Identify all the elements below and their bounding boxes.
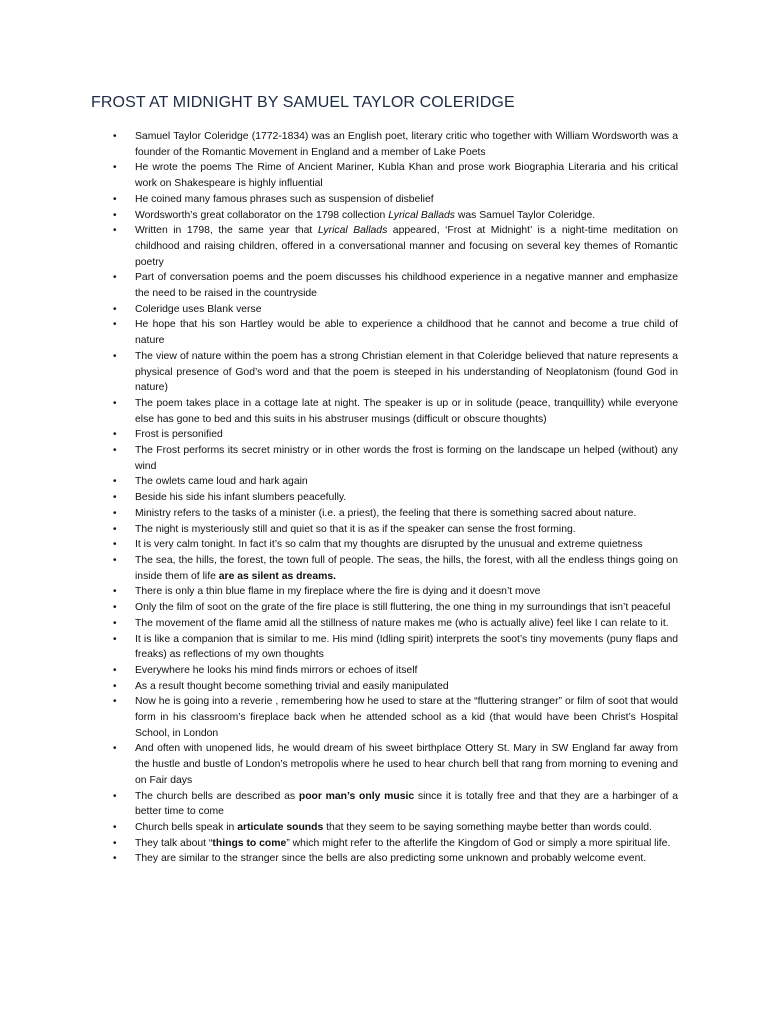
bullet-icon: • [113, 131, 117, 142]
text-segment: He wrote the poems The Rime of Ancient Mariner, Kubla Khan and prose work Biographia Literaria and his critical work on Shakespeare is highly influential [135, 162, 678, 190]
text-segment: since it is totally free and that they are a harbinger of a better time to come [135, 790, 679, 818]
list-item [92, 584, 678, 600]
list-item-text [135, 272, 678, 299]
bullet-icon: • [113, 429, 117, 441]
list-item [92, 632, 678, 663]
bullet-icon: • [113, 272, 117, 284]
list-item [92, 160, 678, 191]
text-segment: The church bells are described as [135, 790, 299, 802]
text-segment: The sea, the hills, the forest, the town full of people. The seas, the hills, the forest, with all the endless things going on inside them of life [135, 554, 678, 582]
bullet-icon: • [113, 445, 117, 457]
text-segment: was Samuel Taylor Coleridge. [455, 209, 596, 221]
text-segment: They are similar to the stranger since the bells are also predicting some unknown and probably welcome event. [135, 853, 647, 865]
bullet-icon: • [113, 193, 117, 205]
list-item-text [135, 853, 646, 864]
text-segment: It is very calm tonight. In fact it’s so calm that my thoughts are disrupted by the unusual and extreme quietness [135, 539, 643, 551]
bullet-icon: • [113, 554, 117, 566]
list-item [92, 349, 678, 396]
bullet-icon: • [113, 680, 117, 692]
text-segment: The poem takes place in a cottage late at night. The speaker is up or in solitude (peace, tranquillity) while everyone else has gone to bed and this suits in his abstruser musings (difficult or obscure thoughts) [135, 397, 678, 425]
text-segment: Written in 1798, the same year that [135, 225, 318, 237]
bullet-icon: • [113, 397, 117, 409]
list-item-text [135, 131, 678, 158]
text-segment: Everywhere he looks his mind finds mirrors or echoes of itself [135, 664, 418, 676]
list-item-text [135, 304, 261, 315]
bullet-icon: • [113, 837, 117, 849]
bold-phrase: are as silent as dreams. [218, 570, 337, 582]
list-item-text [135, 492, 346, 503]
list-item-text [135, 822, 652, 833]
list-item [92, 490, 678, 506]
list-item-text [135, 696, 678, 738]
text-segment: Coleridge uses Blank verse [135, 303, 262, 315]
list-item [92, 443, 678, 474]
list-item [92, 741, 678, 788]
text-segment: The movement of the flame amid all the stillness of nature makes me (who is actually alive) feel like I can relate to it. [135, 617, 669, 629]
list-item [92, 270, 678, 301]
list-item [92, 600, 678, 616]
bullet-icon: • [113, 696, 117, 708]
list-item-text [135, 225, 678, 267]
bullet-icon: • [113, 523, 117, 535]
list-item [92, 192, 678, 208]
list-item-text [135, 634, 678, 661]
list-item [92, 317, 678, 348]
text-segment: Beside his side his infant slumbers peacefully. [135, 492, 347, 504]
list-item-text [135, 351, 678, 393]
list-item-text [135, 524, 576, 535]
text-segment: The owlets came loud and hark again [135, 476, 308, 488]
bullet-icon: • [113, 303, 117, 315]
bold-phrase: things to come [212, 837, 287, 849]
text-segment: Church bells speak in [135, 821, 238, 833]
text-segment: Ministry refers to the tasks of a minister (i.e. a priest), the feeling that there is something sacred about nature. [135, 507, 637, 519]
bullet-icon: • [113, 162, 117, 174]
list-item [92, 396, 678, 427]
list-item [92, 129, 678, 160]
list-item-text [135, 681, 449, 692]
list-item-text [135, 618, 669, 629]
list-item [92, 208, 678, 224]
bullet-icon: • [113, 617, 117, 629]
list-item [92, 537, 678, 553]
list-item-text [135, 791, 678, 818]
list-item [92, 694, 678, 741]
bullet-icon: • [113, 743, 117, 755]
text-segment: The Frost performs its secret ministry or in other words the frost is forming on the landscape un helped (without) any wind [135, 445, 678, 472]
text-segment: He hope that his son Hartley would be able to experience a childhood that he cannot and become a true child of nature [135, 319, 678, 347]
list-item-text [135, 194, 434, 205]
list-item-text [135, 539, 642, 550]
text-segment: And often with unopened lids, he would dream of his sweet birthplace Ottery St. Mary in SW England far away from the hustle and bustle of London’s metropolis where he used to hear church bell that rang from morning to evening and on Fair days [135, 743, 678, 786]
list-item-text [135, 319, 678, 346]
text-segment: There is only a thin blue flame in my fireplace where the fire is dying and it doesn’t move [135, 586, 541, 598]
text-segment: Wordsworth’s great collaborator on the 1798 collection [135, 209, 389, 221]
bold-phrase: poor man’s only music [298, 790, 415, 802]
list-item-text [135, 445, 678, 472]
list-item [92, 789, 678, 820]
list-item [92, 679, 678, 695]
list-item-text [135, 162, 678, 189]
text-segment: The night is mysteriously still and quiet so that it is as if the speaker can sense the frost forming. [135, 523, 576, 535]
bullet-icon: • [113, 539, 117, 551]
list-item-text [135, 665, 417, 676]
list-item [92, 851, 678, 867]
list-item-text [135, 210, 595, 221]
list-item-text [135, 586, 540, 597]
list-item-text [135, 398, 678, 425]
bullet-icon: • [113, 633, 117, 645]
list-item-text [135, 555, 678, 582]
text-segment: Now he is going into a reverie , remembering how he used to stare at the “fluttering stranger” or film of soot that would form in his classroom’s fireplace back when he attended school as a kid (that would have been Christ’s Hospital School, in London [135, 696, 678, 739]
list-item-text [135, 508, 636, 519]
list-item [92, 820, 678, 836]
text-segment: that they seem to be saying something maybe better than words could. [323, 821, 652, 833]
bullet-icon: • [113, 350, 117, 362]
list-item-text [135, 838, 670, 849]
text-segment: Samuel Taylor Coleridge (1772-1834) was an English poet, literary critic who together with William Wordsworth was a founder of the Romantic Movement in England and a member of Lake Poets [135, 131, 678, 158]
italic-title: Lyrical Ballads [317, 225, 388, 237]
bullet-icon: • [113, 586, 117, 598]
text-segment: As a result thought become something trivial and easily manipulated [135, 680, 449, 692]
bullet-list [92, 129, 678, 867]
italic-title: Lyrical Ballads [388, 209, 455, 221]
bullet-icon: • [113, 507, 117, 519]
list-item [92, 302, 678, 318]
text-segment: Part of conversation poems and the poem discusses his childhood experience in a negative manner and emphasize the need to be raised in the countryside [135, 272, 678, 300]
bullet-icon: • [113, 476, 117, 488]
list-item-text [135, 476, 308, 487]
bullet-icon: • [113, 319, 117, 331]
list-item-text [135, 602, 670, 613]
list-item [92, 663, 678, 679]
text-segment: It is like a companion that is similar to me. His mind (Idling spirit) interprets the soot’s tiny movements (puny flaps and freaks) as reflections of my own thoughts [135, 633, 678, 661]
list-item [92, 616, 678, 632]
text-segment: The view of nature within the poem has a strong Christian element in that Coleridge believed that nature represents a physical presence of God’s word and that the poem is steeped in his understanding of Neoplatonism (found God in nature) [135, 350, 678, 394]
bullet-icon: • [113, 602, 117, 614]
bullet-icon: • [113, 225, 117, 237]
bold-phrase: articulate sounds [237, 821, 324, 833]
bullet-icon: • [113, 209, 117, 221]
text-segment: appeared, ‘Frost at Midnight’ is a night-time meditation on childhood and raising children, offered in a conversational manner and focusing on several key themes of Romantic poetry [135, 225, 678, 268]
text-segment: They talk about “ [135, 837, 213, 849]
list-item [92, 506, 678, 522]
bullet-icon: • [113, 664, 117, 676]
text-segment: Frost is personified [135, 429, 223, 441]
list-item [92, 223, 678, 270]
list-item [92, 474, 678, 490]
list-item [92, 522, 678, 538]
text-segment: ” which might refer to the afterlife the Kingdom of God or simply a more spiritual life. [286, 837, 671, 849]
list-item [92, 553, 678, 584]
bullet-icon: • [113, 492, 117, 504]
list-item-text [135, 743, 678, 785]
page-title: FROST AT MIDNIGHT BY SAMUEL TAYLOR COLERIDGE [91, 94, 515, 111]
list-item [92, 427, 678, 443]
bullet-icon: • [113, 821, 117, 833]
text-segment: Only the film of soot on the grate of the fire place is still fluttering, the one thing in my surroundings that isn’t peaceful [135, 602, 671, 614]
bullet-icon: • [113, 853, 117, 865]
text-segment: He coined many famous phrases such as suspension of disbelief [135, 193, 434, 205]
list-item [92, 836, 678, 852]
list-item-text [135, 429, 223, 440]
bullet-icon: • [113, 790, 117, 802]
